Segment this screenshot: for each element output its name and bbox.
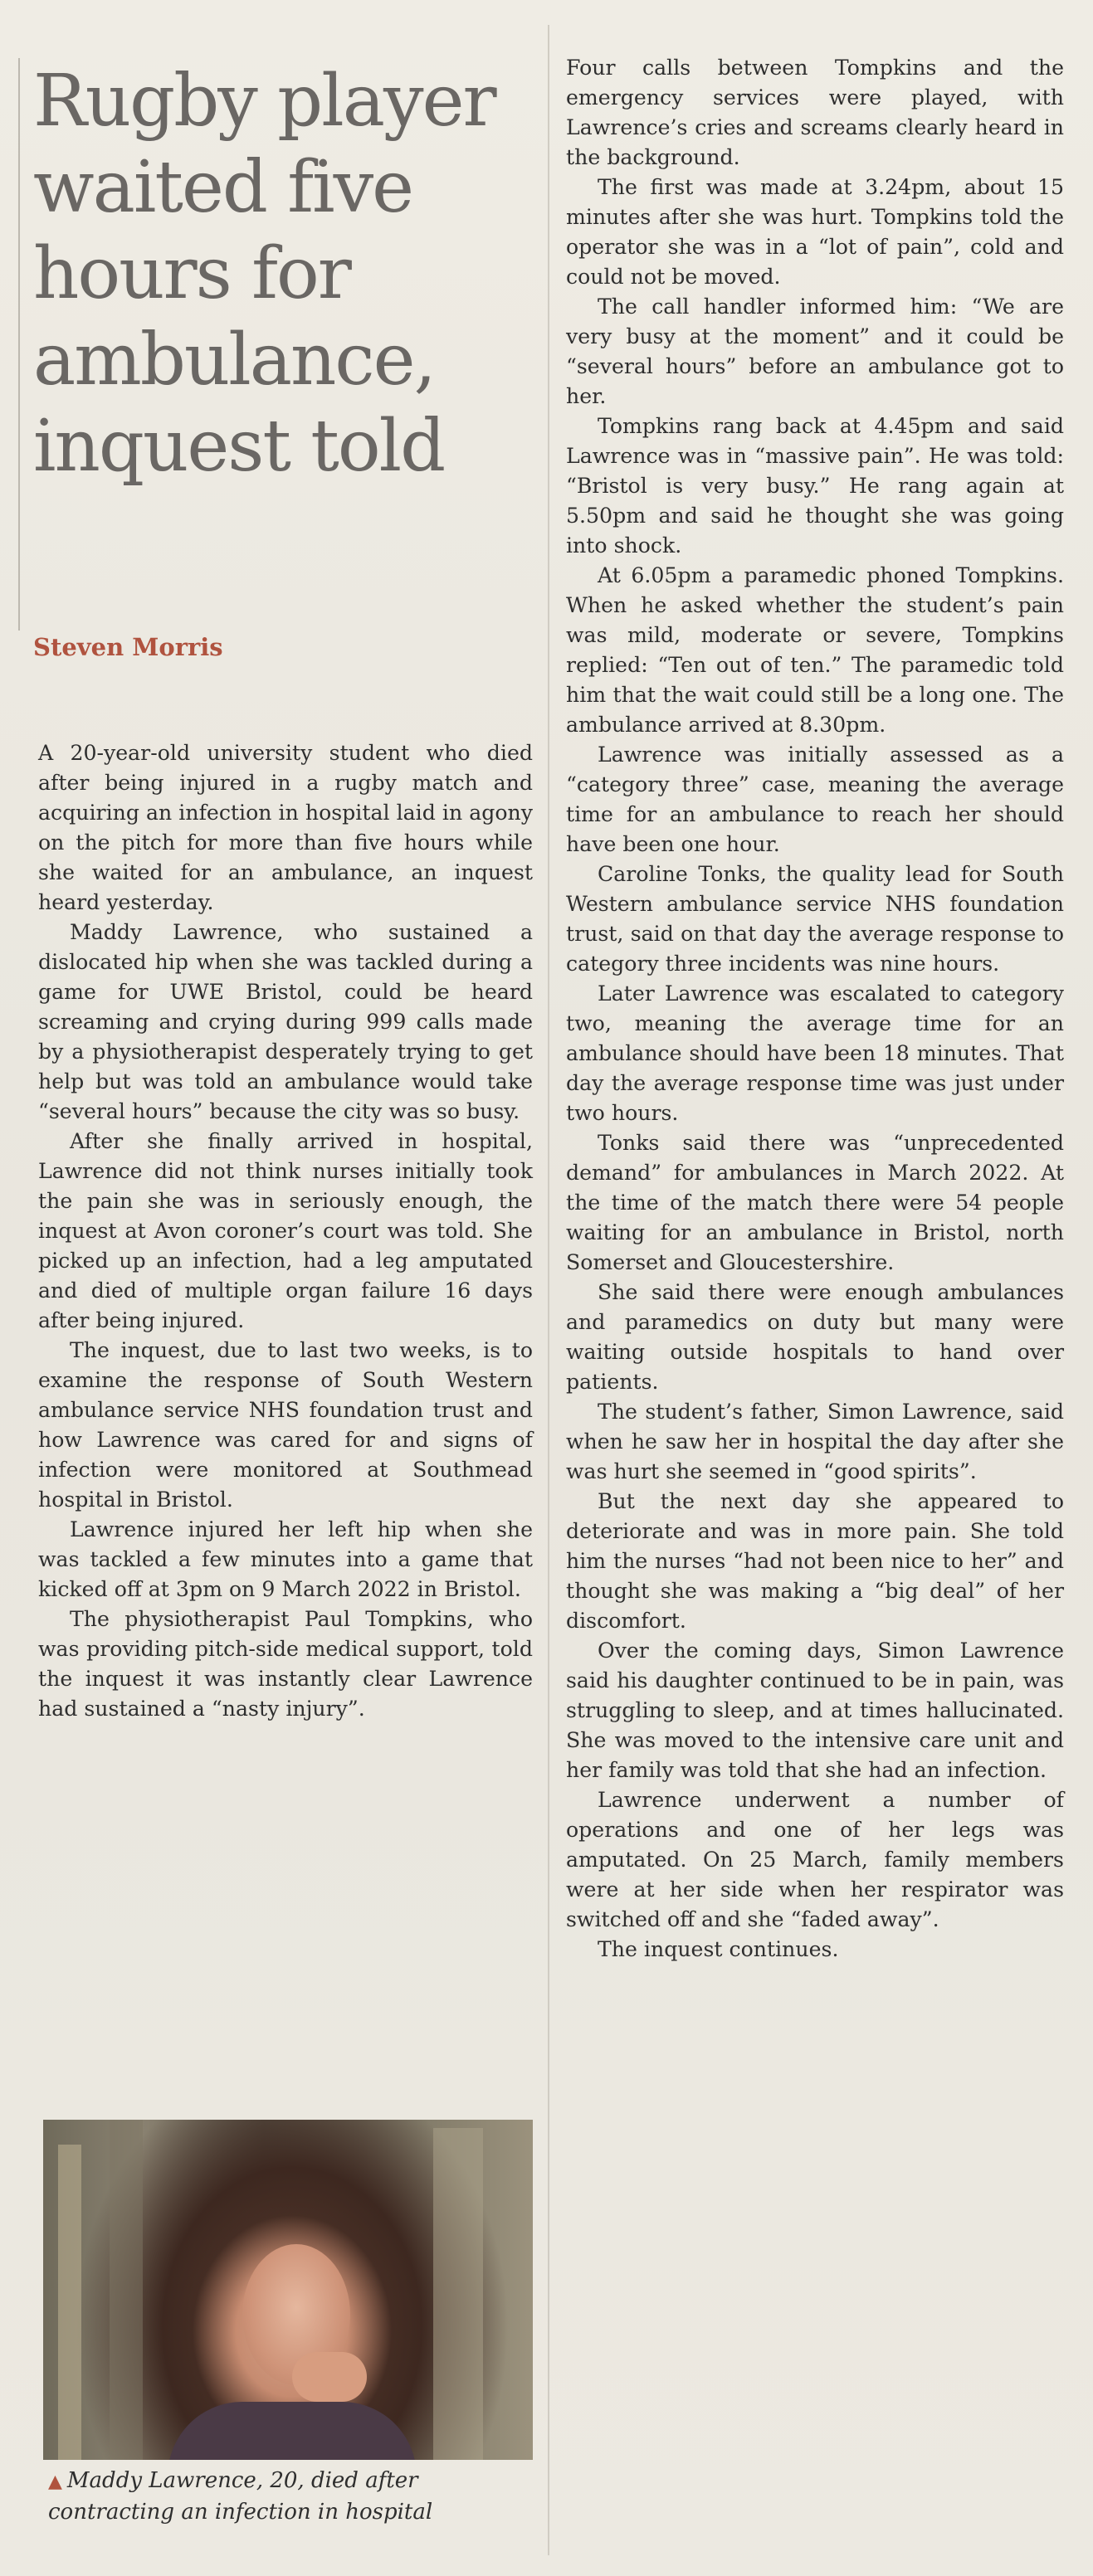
paragraph: Four calls between Tompkins and the emergency services were played, with Lawrence’s cries and screams clearly heard in the background. <box>566 56 1064 169</box>
column-divider <box>548 25 549 2555</box>
paragraph: Caroline Tonks, the quality lead for South Western ambulance service NHS foundation trust, said on that day the average response to category three incidents was nine hours. <box>566 862 1064 976</box>
paragraph: But the next day she appeared to deteriorate and was in more pain. She told him the nurses “had not been nice to her” and thought she was making a “big deal” of her discomfort. <box>566 1489 1064 1633</box>
photo-caption <box>48 2466 538 2527</box>
paragraph: Later Lawrence was escalated to category two, meaning the average time for an ambulance should have been 18 minutes. That day the average response time was just under two hours. <box>566 981 1064 1125</box>
paragraph: A 20-year-old university student who died after being injured in a rugby match and acquiring an infection in hospital laid in agony on the pitch for more than five hours while she waited for an ambulance, an inquest heard yesterday. <box>38 741 533 914</box>
paragraph: Over the coming days, Simon Lawrence said his daughter continued to be in pain, was struggling to sleep, and at times hallucinated. She was moved to the intensive care unit and her family was told that she had an infection. <box>566 1639 1064 1782</box>
article-photo <box>43 2120 533 2460</box>
paragraph: The call handler informed him: “We are very busy at the moment” and it could be “several hours” before an ambulance got to her. <box>566 295 1064 408</box>
paragraph: The student’s father, Simon Lawrence, said when he saw her in hospital the day after she was hurt she seemed in “good spirits”. <box>566 1400 1064 1483</box>
right-column <box>566 53 1064 1965</box>
paragraph: The first was made at 3.24pm, about 15 minutes after she was hurt. Tompkins told the operator she was in a “lot of pain”, cold and could not be moved. <box>566 175 1064 289</box>
paragraph: Lawrence injured her left hip when she was tackled a few minutes into a game that kicked off at 3pm on 9 March 2022 in Bristol. <box>38 1517 533 1601</box>
headline: Rugby player waited five hours for ambulance, inquest told <box>33 60 495 488</box>
paragraph: Maddy Lawrence, who sustained a dislocated hip when she was tackled during a game for UWE Bristol, could be heard screaming and crying during 999 calls made by a physiotherapist desperately trying to get help but was told an ambulance would take “several hours” because the city was so busy. <box>38 920 533 1123</box>
paragraph: She said there were enough ambulances and paramedics on duty but many were waiting outside hospitals to hand over patients. <box>566 1280 1064 1394</box>
triangle-up-icon: ▲ <box>48 2471 62 2492</box>
left-column <box>38 738 533 1724</box>
paragraph: The physiotherapist Paul Tompkins, who was providing pitch-side medical support, told the inquest it was instantly clear Lawrence had sustained a “nasty injury”. <box>38 1607 533 1721</box>
paragraph: Lawrence underwent a number of operations and one of her legs was amputated. On 25 March, family members were at her side when her respirator was switched off and she “faded away”. <box>566 1788 1064 1931</box>
paragraph: The inquest continues. <box>598 1937 839 1961</box>
paragraph: The inquest, due to last two weeks, is to examine the response of South Western ambulance service NHS foundation trust and how Lawrence was cared for and signs of infection were monitored at Southmead hospital in Bristol. <box>38 1338 533 1512</box>
paragraph: Tompkins rang back at 4.45pm and said Lawrence was in “massive pain”. He was told: “Bristol is very busy.” He rang again at 5.50pm and said he thought she was going into shock. <box>566 414 1064 558</box>
paragraph: After she finally arrived in hospital, Lawrence did not think nurses initially took the pain she was in seriously enough, the inquest at Avon coroner’s court was told. She picked up an infection, had a leg amputated and died of multiple organ failure 16 days after being injured. <box>38 1129 533 1332</box>
paragraph: At 6.05pm a paramedic phoned Tompkins. When he asked whether the student’s pain was mild, moderate or severe, Tompkins replied: “Ten out of ten.” The paramedic told him that the wait could still be a long one. The ambulance arrived at 8.30pm. <box>566 563 1064 737</box>
photo-caption-text: Maddy Lawrence, 20, died after contracting an infection in hospital <box>48 2468 433 2525</box>
paragraph: Lawrence was initially assessed as a “category three” case, meaning the average time for an ambulance to reach her should have been one hour. <box>566 743 1064 856</box>
left-rule-divider <box>18 58 20 631</box>
paragraph: Tonks said there was “unprecedented demand” for ambulances in March 2022. At the time of the match there were 54 people waiting for an ambulance in Bristol, north Somerset and Gloucestershire. <box>566 1131 1064 1274</box>
byline: Steven Morris <box>33 633 223 661</box>
